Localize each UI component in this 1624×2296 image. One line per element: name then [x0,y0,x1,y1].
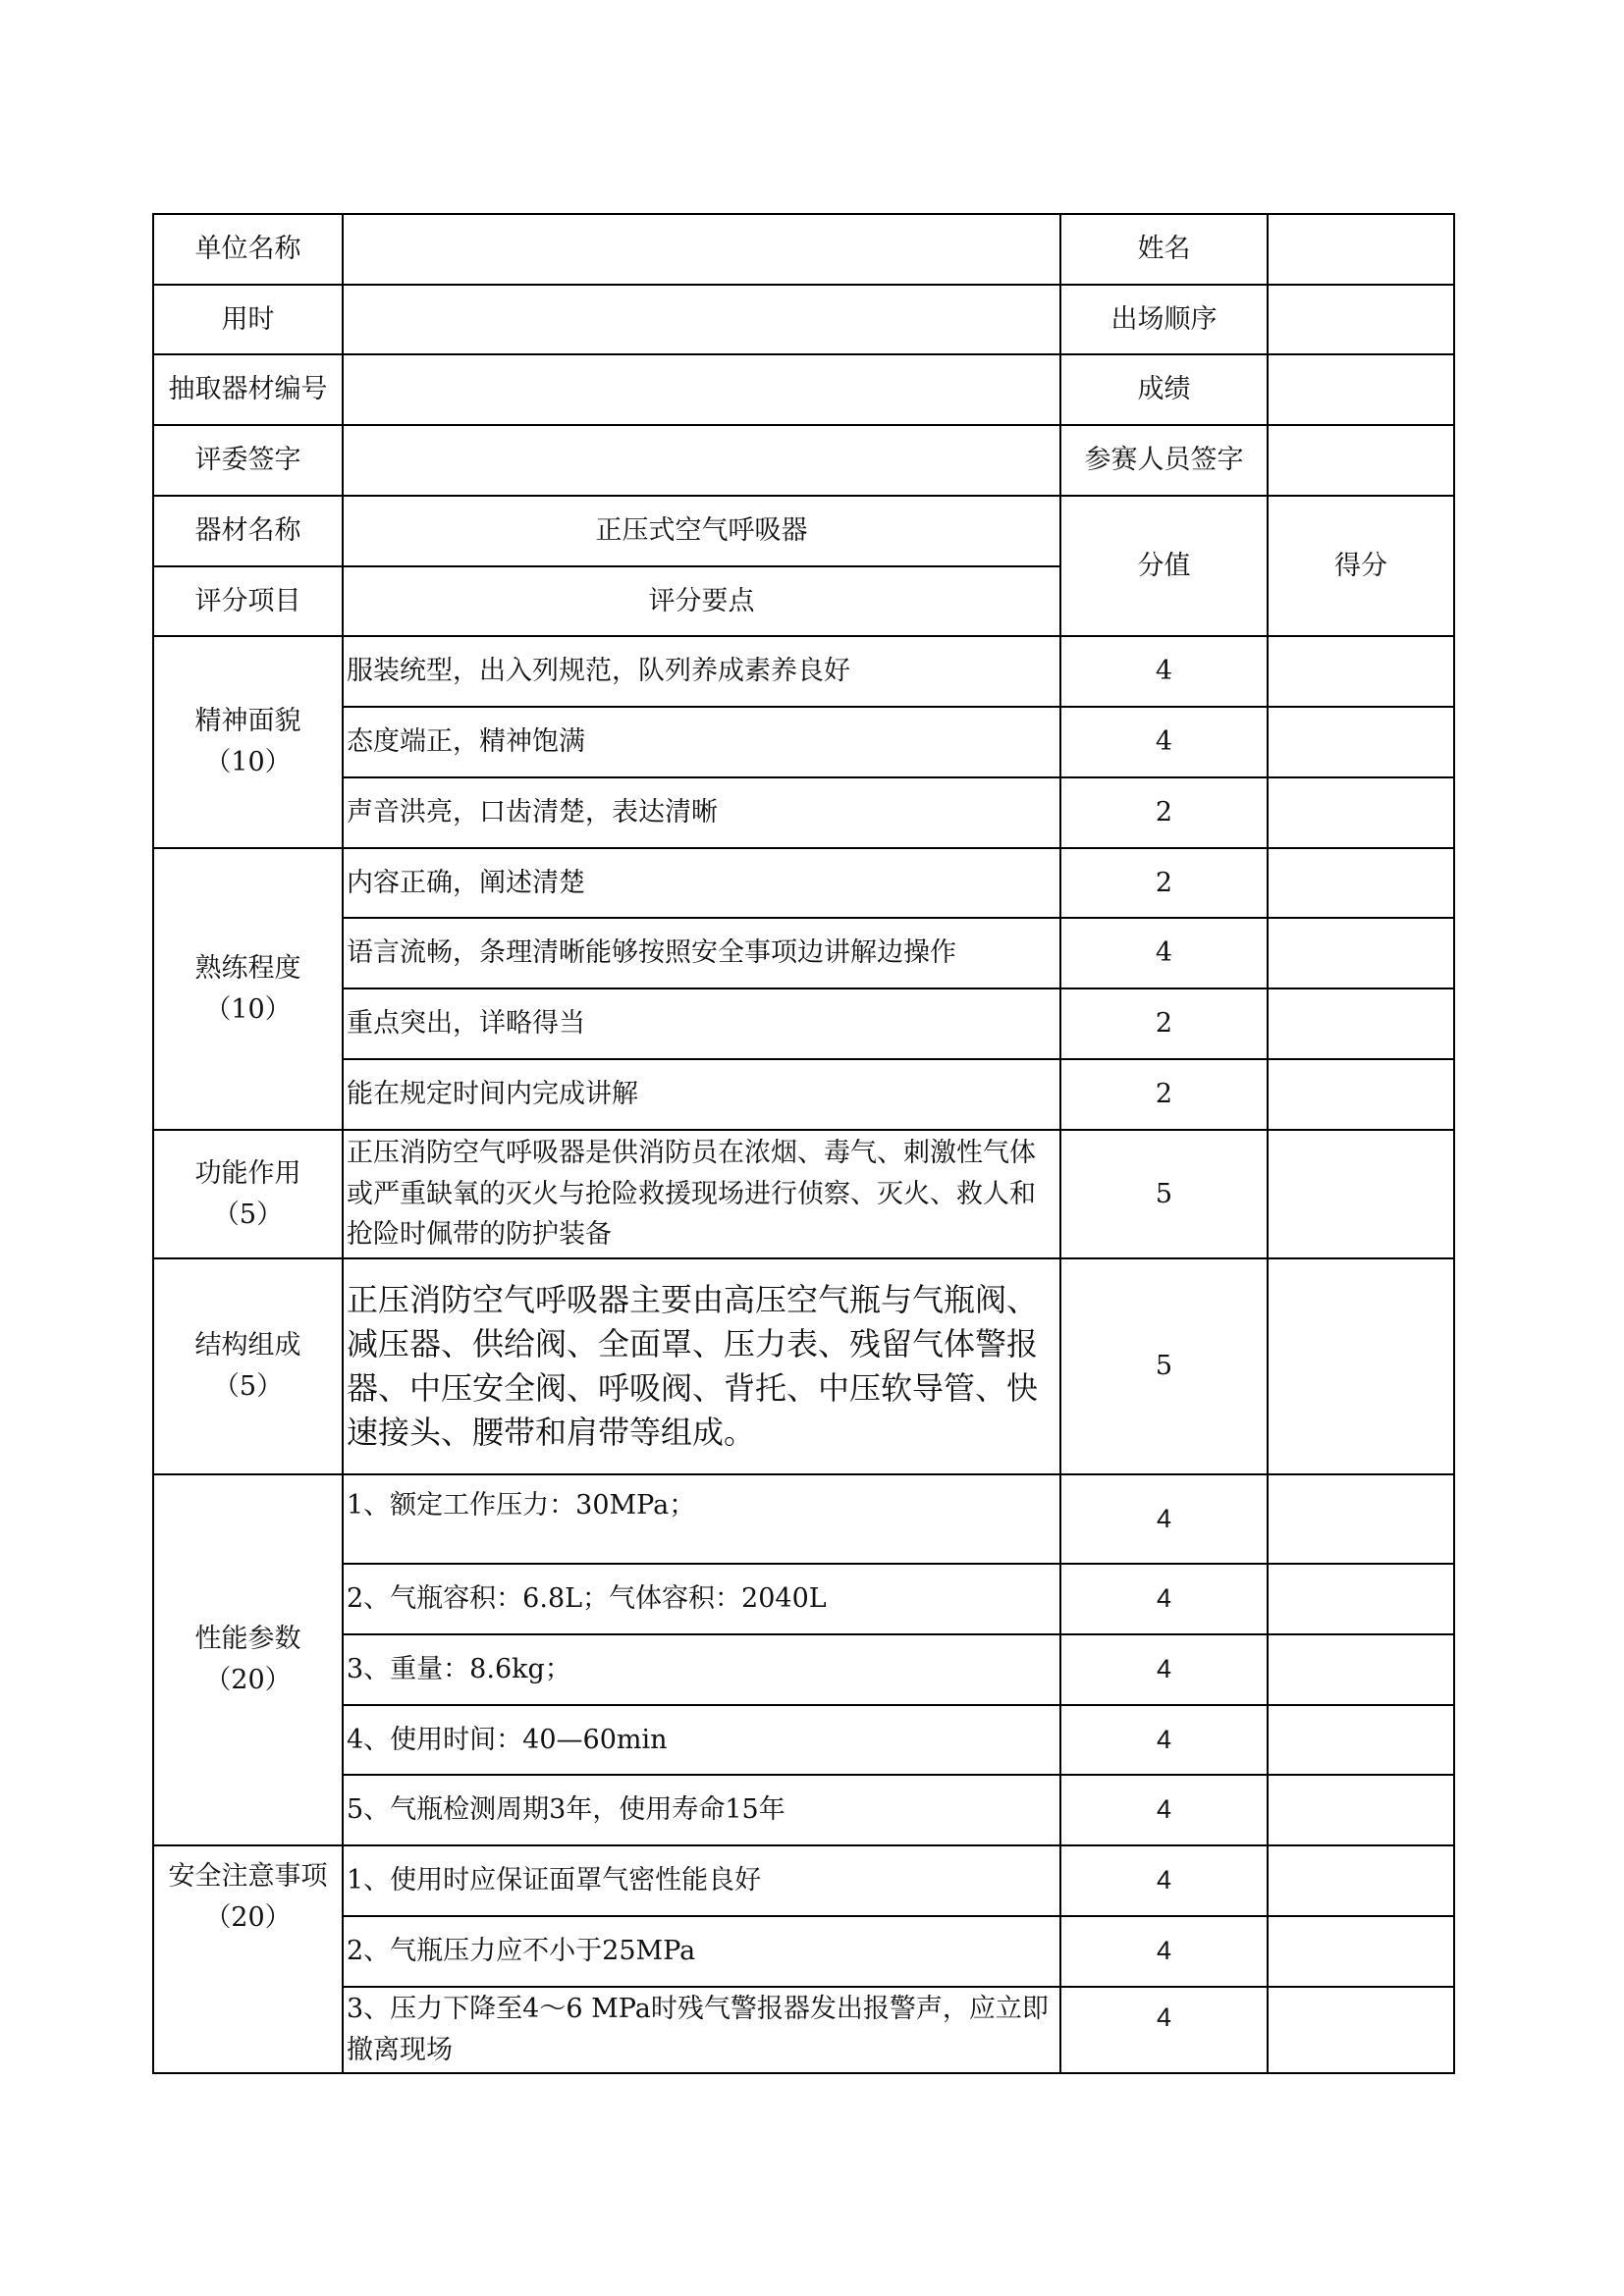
points-header: 评分要点 [343,566,1060,636]
criterion-text: 3、重量：8.6kg； [343,1634,1060,1705]
table-row [153,848,1454,918]
table-row [153,1916,1454,1987]
table-row [153,1474,1454,1564]
score-label: 成绩 [1060,354,1268,425]
section-name: 熟练程度 [194,952,301,984]
criterion-text: 5、气瓶检测周期3年，使用寿命15年 [343,1775,1060,1845]
section-name: 结构组成 [194,1330,301,1362]
score-input[interactable] [1268,848,1454,918]
table-row [153,1987,1454,2073]
criterion-text: 2、气瓶容积：6.8L；气体容积：2040L [343,1564,1060,1634]
score-value: 4 [1060,1474,1268,1564]
participant-sign-field[interactable] [1268,425,1454,496]
score-input[interactable] [1268,1059,1454,1130]
unit-label: 单位名称 [153,214,343,285]
value-header: 分值 [1060,496,1268,636]
score-value: 4 [1060,1564,1268,1634]
table-row [153,988,1454,1059]
section-name: 功能作用 [194,1157,301,1189]
score-input[interactable] [1268,1258,1454,1474]
time-field[interactable] [343,285,1060,354]
score-value: 4 [1060,1916,1268,1987]
criterion-text: 内容正确，阐述清楚 [343,848,1060,918]
score-value: 4 [1060,1775,1268,1845]
score-input[interactable] [1268,1845,1454,1916]
score-value: 4 [1060,1845,1268,1916]
score-input[interactable] [1268,707,1454,777]
criterion-text: 正压消防空气呼吸器是供消防员在浓烟、毒气、刺激性气体或严重缺氧的灭火与抢险救援现场进行侦察、灭火、救人和抢险时佩带的防护装备 [343,1130,1060,1258]
order-field[interactable] [1268,285,1454,354]
scoring-table [152,213,1455,2074]
section-name: 性能参数 [194,1624,301,1655]
name-field[interactable] [1268,214,1454,285]
score-value: 4 [1060,1987,1268,2073]
judge-sign-label: 评委签字 [153,425,343,496]
score-input[interactable] [1268,1474,1454,1564]
table-row [153,777,1454,848]
section-title [153,636,343,848]
table-row [153,1130,1454,1258]
section-title [153,1845,343,2073]
criterion-text: 正压消防空气呼吸器主要由高压空气瓶与气瓶阀、减压器、供给阀、全面罩、压力表、残留气体警报器、中压安全阀、呼吸阀、背托、中压软导管、快速接头、腰带和肩带等组成。 [343,1258,1060,1474]
table-row [153,707,1454,777]
score-input[interactable] [1268,918,1454,988]
score-input[interactable] [1268,636,1454,707]
criterion-text: 服装统型，出入列规范，队列养成素养良好 [343,636,1060,707]
equip-name: 正压式空气呼吸器 [343,496,1060,566]
score-value: 5 [1060,1130,1268,1258]
score-input[interactable] [1268,1705,1454,1775]
name-label: 姓名 [1060,214,1268,285]
criterion-text: 4、使用时间：40—60min [343,1705,1060,1775]
section-total: （5） [212,1371,284,1402]
score-input[interactable] [1268,1916,1454,1987]
participant-sign-label: 参赛人员签字 [1060,425,1268,496]
sections-body [153,636,1454,2073]
score-value: 5 [1060,1258,1268,1474]
section-total: （10） [204,747,292,777]
criterion-text: 声音洪亮，口齿清楚，表达清晰 [343,777,1060,848]
table-row [153,918,1454,988]
judge-sign-field[interactable] [343,425,1060,496]
section-total: （20） [204,1901,292,1933]
table-row [153,1845,1454,1916]
score-input[interactable] [1268,1987,1454,2073]
score-value: 2 [1060,988,1268,1059]
score-value: 4 [1060,1634,1268,1705]
criterion-text: 1、额定工作压力：30MPa； [343,1474,1060,1564]
section-title [153,1130,343,1258]
criterion-text: 3、压力下降至4～6 MPa时残气警报器发出报警声，应立即撤离现场 [343,1987,1060,2073]
score-input[interactable] [1268,1775,1454,1845]
score-field[interactable] [1268,354,1454,425]
equip-no-field[interactable] [343,354,1060,425]
equip-no-label: 抽取器材编号 [153,354,343,425]
score-value: 4 [1060,918,1268,988]
section-name: 安全注意事项 [168,1861,328,1892]
table-row [153,1564,1454,1634]
section-total: （10） [204,993,292,1025]
table-row [153,1634,1454,1705]
criterion-text: 重点突出，详略得当 [343,988,1060,1059]
score-value: 2 [1060,848,1268,918]
criterion-text: 语言流畅，条理清晰能够按照安全事项边讲解边操作 [343,918,1060,988]
score-input[interactable] [1268,988,1454,1059]
got-header: 得分 [1268,496,1454,636]
table-row [153,1775,1454,1845]
item-header: 评分项目 [153,566,343,636]
score-input[interactable] [1268,777,1454,848]
unit-field[interactable] [343,214,1060,285]
score-input[interactable] [1268,1564,1454,1634]
score-value: 4 [1060,1705,1268,1775]
score-value: 4 [1060,636,1268,707]
time-label: 用时 [153,285,343,354]
section-total: （5） [212,1199,284,1230]
section-title [153,1258,343,1474]
table-row [153,636,1454,707]
criterion-text: 态度端正，精神饱满 [343,707,1060,777]
table-row [153,1705,1454,1775]
table-row [153,1059,1454,1130]
section-name: 精神面貌 [194,706,301,737]
score-value: 2 [1060,777,1268,848]
criterion-text: 1、使用时应保证面罩气密性能良好 [343,1845,1060,1916]
score-input[interactable] [1268,1130,1454,1258]
score-input[interactable] [1268,1634,1454,1705]
score-value: 4 [1060,707,1268,777]
order-label: 出场顺序 [1060,285,1268,354]
table-row [153,1258,1454,1474]
criterion-text: 2、气瓶压力应不小于25MPa [343,1916,1060,1987]
equip-name-label: 器材名称 [153,496,343,566]
score-value: 2 [1060,1059,1268,1130]
criterion-text: 能在规定时间内完成讲解 [343,1059,1060,1130]
section-title [153,1474,343,1845]
section-total: （20） [204,1665,292,1695]
section-title [153,848,343,1130]
